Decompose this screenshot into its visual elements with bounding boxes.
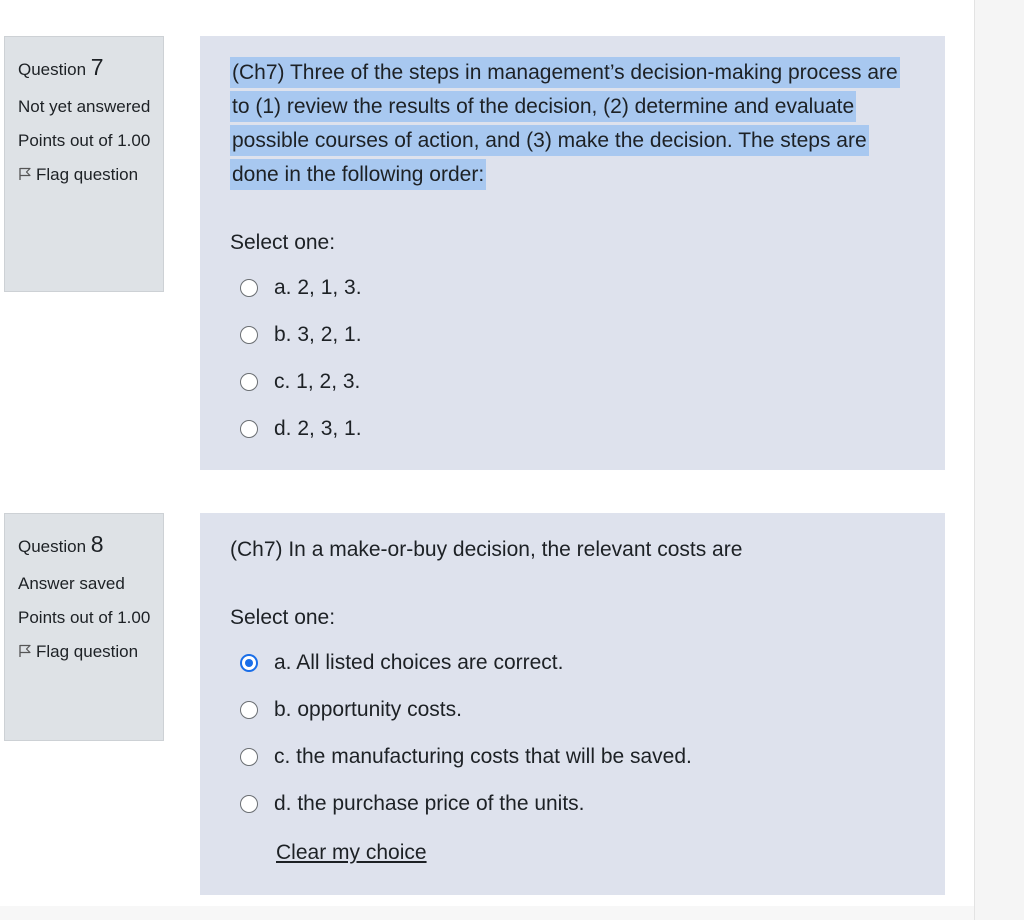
answer-label[interactable]: d. the purchase price of the units. bbox=[274, 791, 585, 815]
question-7-title bbox=[18, 54, 151, 81]
flag-icon bbox=[18, 644, 32, 658]
question-number: 7 bbox=[90, 54, 104, 80]
question-8-info bbox=[4, 513, 164, 741]
question-8-title bbox=[18, 531, 151, 558]
radio-button[interactable] bbox=[240, 701, 258, 719]
answer-option-a[interactable] bbox=[230, 639, 915, 686]
answer-label[interactable]: b. 3, 2, 1. bbox=[274, 322, 362, 346]
bottom-strip bbox=[0, 906, 974, 920]
answer-option-d[interactable] bbox=[230, 780, 915, 827]
answer-option-c[interactable] bbox=[230, 733, 915, 780]
answer-option-b[interactable] bbox=[230, 311, 915, 358]
answer-option-c[interactable] bbox=[230, 358, 915, 405]
answer-list bbox=[230, 639, 915, 827]
select-one-prompt: Select one: bbox=[230, 606, 336, 629]
radio-button[interactable] bbox=[240, 279, 258, 297]
question-state: Answer saved bbox=[18, 574, 125, 593]
flag-icon bbox=[18, 167, 32, 181]
flag-question-link[interactable] bbox=[18, 638, 151, 666]
question-text bbox=[230, 56, 915, 192]
answer-option-a[interactable] bbox=[230, 264, 915, 311]
radio-button-selected[interactable] bbox=[240, 654, 258, 672]
question-text-highlight: (Ch7) Three of the steps in management’s decision-making process are to (1) review the results of the decision, (2) determine and evaluate possible courses of action, and (3) make the decision. The steps are done in the following order: bbox=[230, 57, 900, 190]
answer-option-b[interactable] bbox=[230, 686, 915, 733]
flag-question-link[interactable] bbox=[18, 161, 151, 189]
question-text: (Ch7) In a make-or-buy decision, the relevant costs are bbox=[230, 538, 743, 561]
radio-button[interactable] bbox=[240, 420, 258, 438]
radio-button[interactable] bbox=[240, 748, 258, 766]
select-one-prompt: Select one: bbox=[230, 231, 336, 254]
question-8-content bbox=[200, 513, 945, 895]
flag-question-label: Flag question bbox=[36, 165, 139, 184]
answer-label[interactable]: d. 2, 3, 1. bbox=[274, 416, 362, 440]
answer-label[interactable]: a. All listed choices are correct. bbox=[274, 650, 564, 674]
question-label: Question bbox=[18, 60, 87, 79]
answer-option-d[interactable] bbox=[230, 405, 915, 452]
question-state: Not yet answered bbox=[18, 97, 151, 116]
question-7-content bbox=[200, 36, 945, 470]
radio-button[interactable] bbox=[240, 373, 258, 391]
answer-list bbox=[230, 264, 915, 452]
question-grade: Points out of 1.00 bbox=[18, 131, 151, 150]
right-rail bbox=[974, 0, 1024, 920]
radio-button[interactable] bbox=[240, 326, 258, 344]
question-number: 8 bbox=[90, 531, 104, 557]
question-7-info bbox=[4, 36, 164, 292]
answer-label[interactable]: c. the manufacturing costs that will be saved. bbox=[274, 744, 692, 768]
radio-button[interactable] bbox=[240, 795, 258, 813]
question-label: Question bbox=[18, 537, 87, 556]
answer-label[interactable]: a. 2, 1, 3. bbox=[274, 275, 362, 299]
flag-question-label: Flag question bbox=[36, 642, 139, 661]
clear-my-choice-link[interactable]: Clear my choice bbox=[276, 841, 427, 864]
answer-label[interactable]: b. opportunity costs. bbox=[274, 697, 462, 721]
question-grade: Points out of 1.00 bbox=[18, 608, 151, 627]
answer-label[interactable]: c. 1, 2, 3. bbox=[274, 369, 361, 393]
